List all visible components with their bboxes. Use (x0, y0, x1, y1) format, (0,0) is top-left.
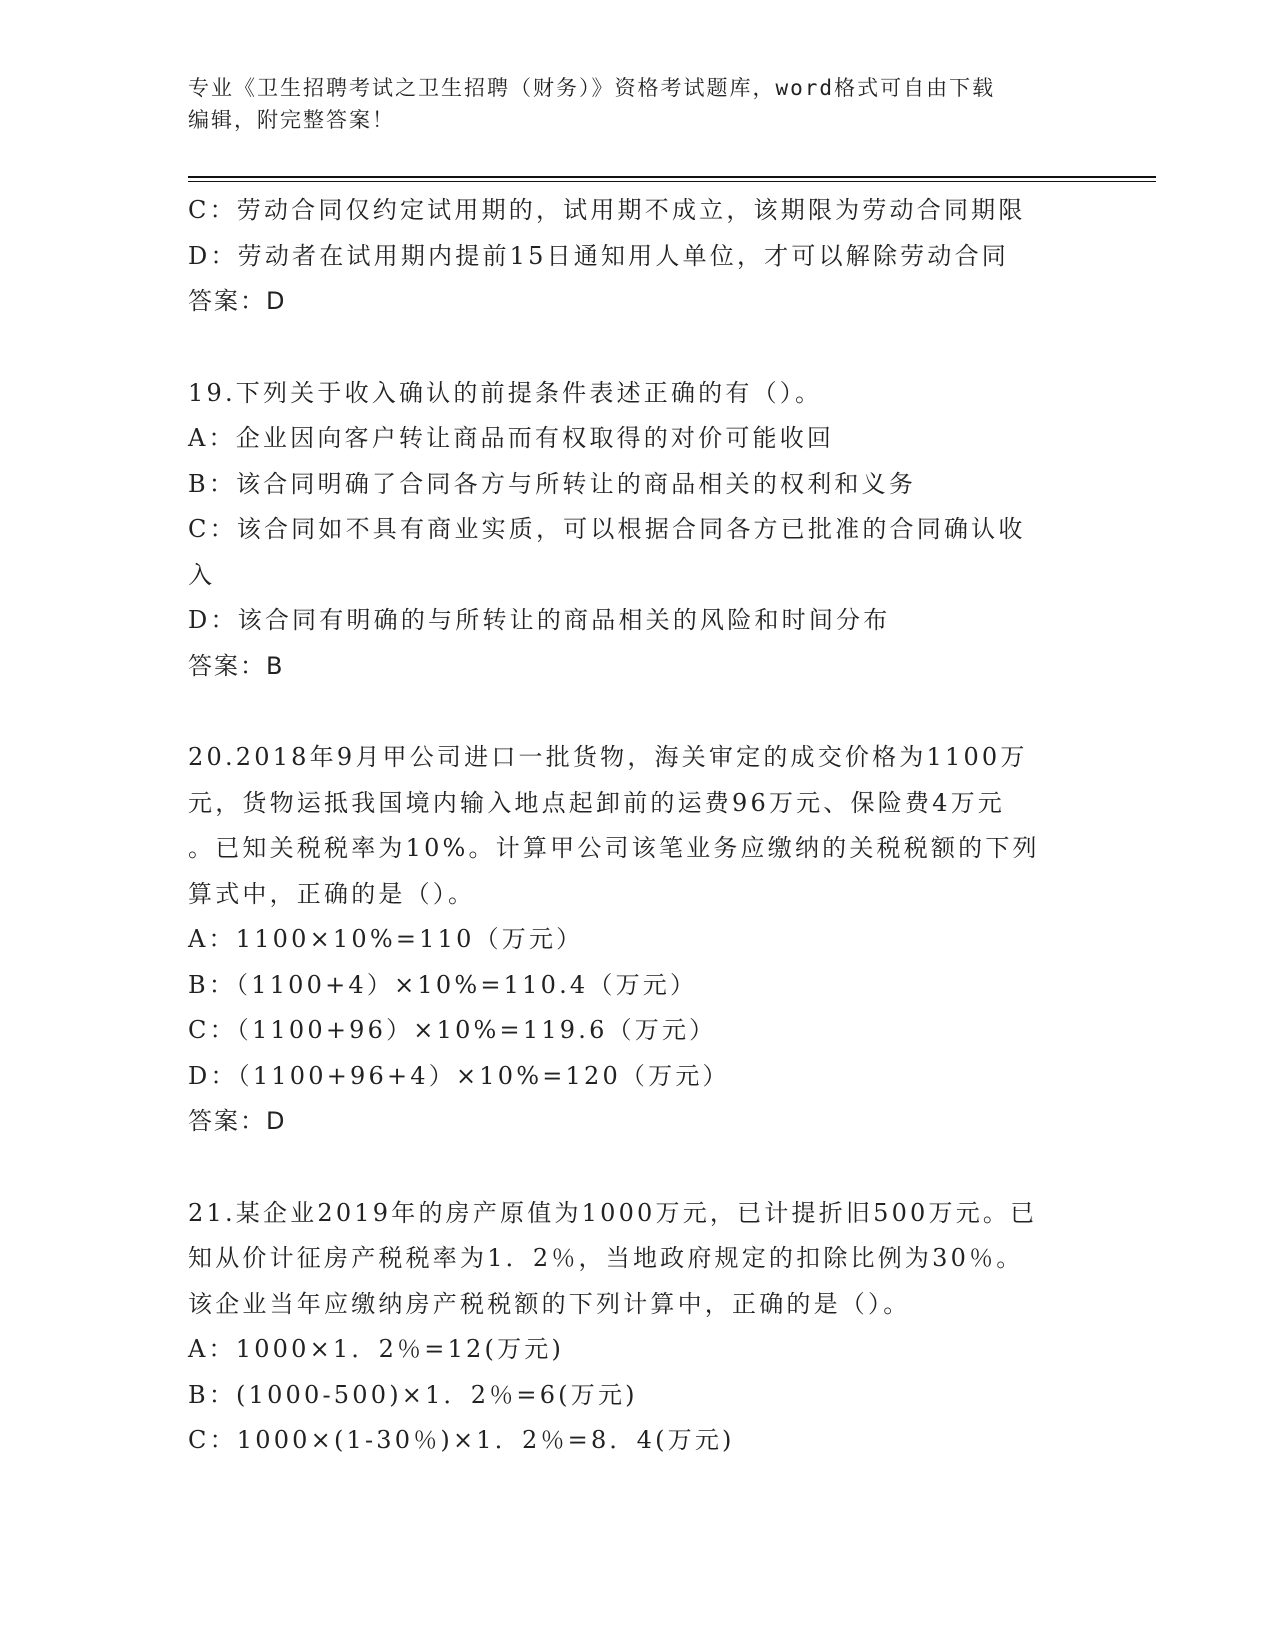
spacer (188, 1145, 1088, 1191)
question-19 (188, 371, 1088, 690)
question-20 (188, 735, 1088, 1145)
q20-option-c: C：（1100+96）×10%=119.6（万元） (188, 1016, 717, 1044)
question-18 (188, 188, 1088, 325)
q19-option-d: D：该合同有明确的与所转让的商品相关的风险和时间分布 (188, 606, 891, 634)
q21-stem-line-2: 知从价计征房产税税率为1．2％，当地政府规定的扣除比例为30％。 (188, 1244, 1024, 1272)
question-21 (188, 1191, 1088, 1464)
q20-option-b: B：（1100+4）×10%=110.4（万元） (188, 970, 698, 999)
q20-option-a: A：1100×10%=110（万元） (188, 925, 584, 953)
q19-option-c-line-1: C：该合同如不具有商业实质，可以根据合同各方已批准的合同确认收 (188, 515, 1026, 543)
q20-answer: 答案：D (188, 1107, 287, 1135)
header-title-line-1: 专业《卫生招聘考试之卫生招聘（财务）》资格考试题库，word格式可自由下载 (188, 76, 996, 100)
q20-option-d: D：（1100+96+4）×10%=120（万元） (188, 1061, 730, 1090)
q18-option-c: C：劳动合同仅约定试用期的，试用期不成立，该期限为劳动合同期限 (188, 196, 1026, 224)
spacer (188, 325, 1088, 371)
q19-option-b: B：该合同明确了合同各方与所转让的商品相关的权利和义务 (188, 469, 917, 498)
q18-answer: 答案：D (188, 287, 287, 315)
spacer (188, 689, 1088, 735)
q19-answer: 答案：B (188, 651, 285, 680)
q21-option-a: A：1000×1．2％=12(万元) (188, 1335, 565, 1363)
question-list (188, 188, 1088, 1464)
q21-option-b: B：(1000-500)×1．2％=6(万元) (188, 1380, 638, 1409)
q19-stem: 19.下列关于收入确认的前提条件表述正确的有（）。 (188, 378, 823, 407)
q21-option-c: C：1000×(1-30％)×1．2％=8．4(万元) (188, 1426, 735, 1454)
q21-stem-line-1: 21.某企业2019年的房产原值为1000万元，已计提折旧500万元。已 (188, 1198, 1038, 1227)
q20-stem-line-1: 20.2018年9月甲公司进口一批货物，海关审定的成交价格为1100万 (188, 743, 1028, 771)
q21-stem-line-3: 该企业当年应缴纳房产税税额的下列计算中，正确的是（）。 (188, 1289, 911, 1318)
q20-stem-line-2: 元，货物运抵我国境内输入地点起卸前的运费96万元、保险费4万元 (188, 788, 1006, 817)
header-title-line-2: 编辑，附完整答案！ (188, 108, 395, 132)
q18-option-d: D：劳动者在试用期内提前15日通知用人单位，才可以解除劳动合同 (188, 241, 1009, 270)
q20-stem-line-4: 算式中，正确的是（）。 (188, 879, 476, 908)
q19-option-c-line-2: 入 (188, 560, 216, 589)
document-header (188, 72, 1068, 136)
header-divider (188, 176, 1156, 182)
q19-option-a: A：企业因向客户转让商品而有权取得的对价可能收回 (188, 424, 835, 452)
q20-stem-line-3: 。已知关税税率为10%。计算甲公司该笔业务应缴纳的关税税额的下列 (188, 834, 1040, 862)
